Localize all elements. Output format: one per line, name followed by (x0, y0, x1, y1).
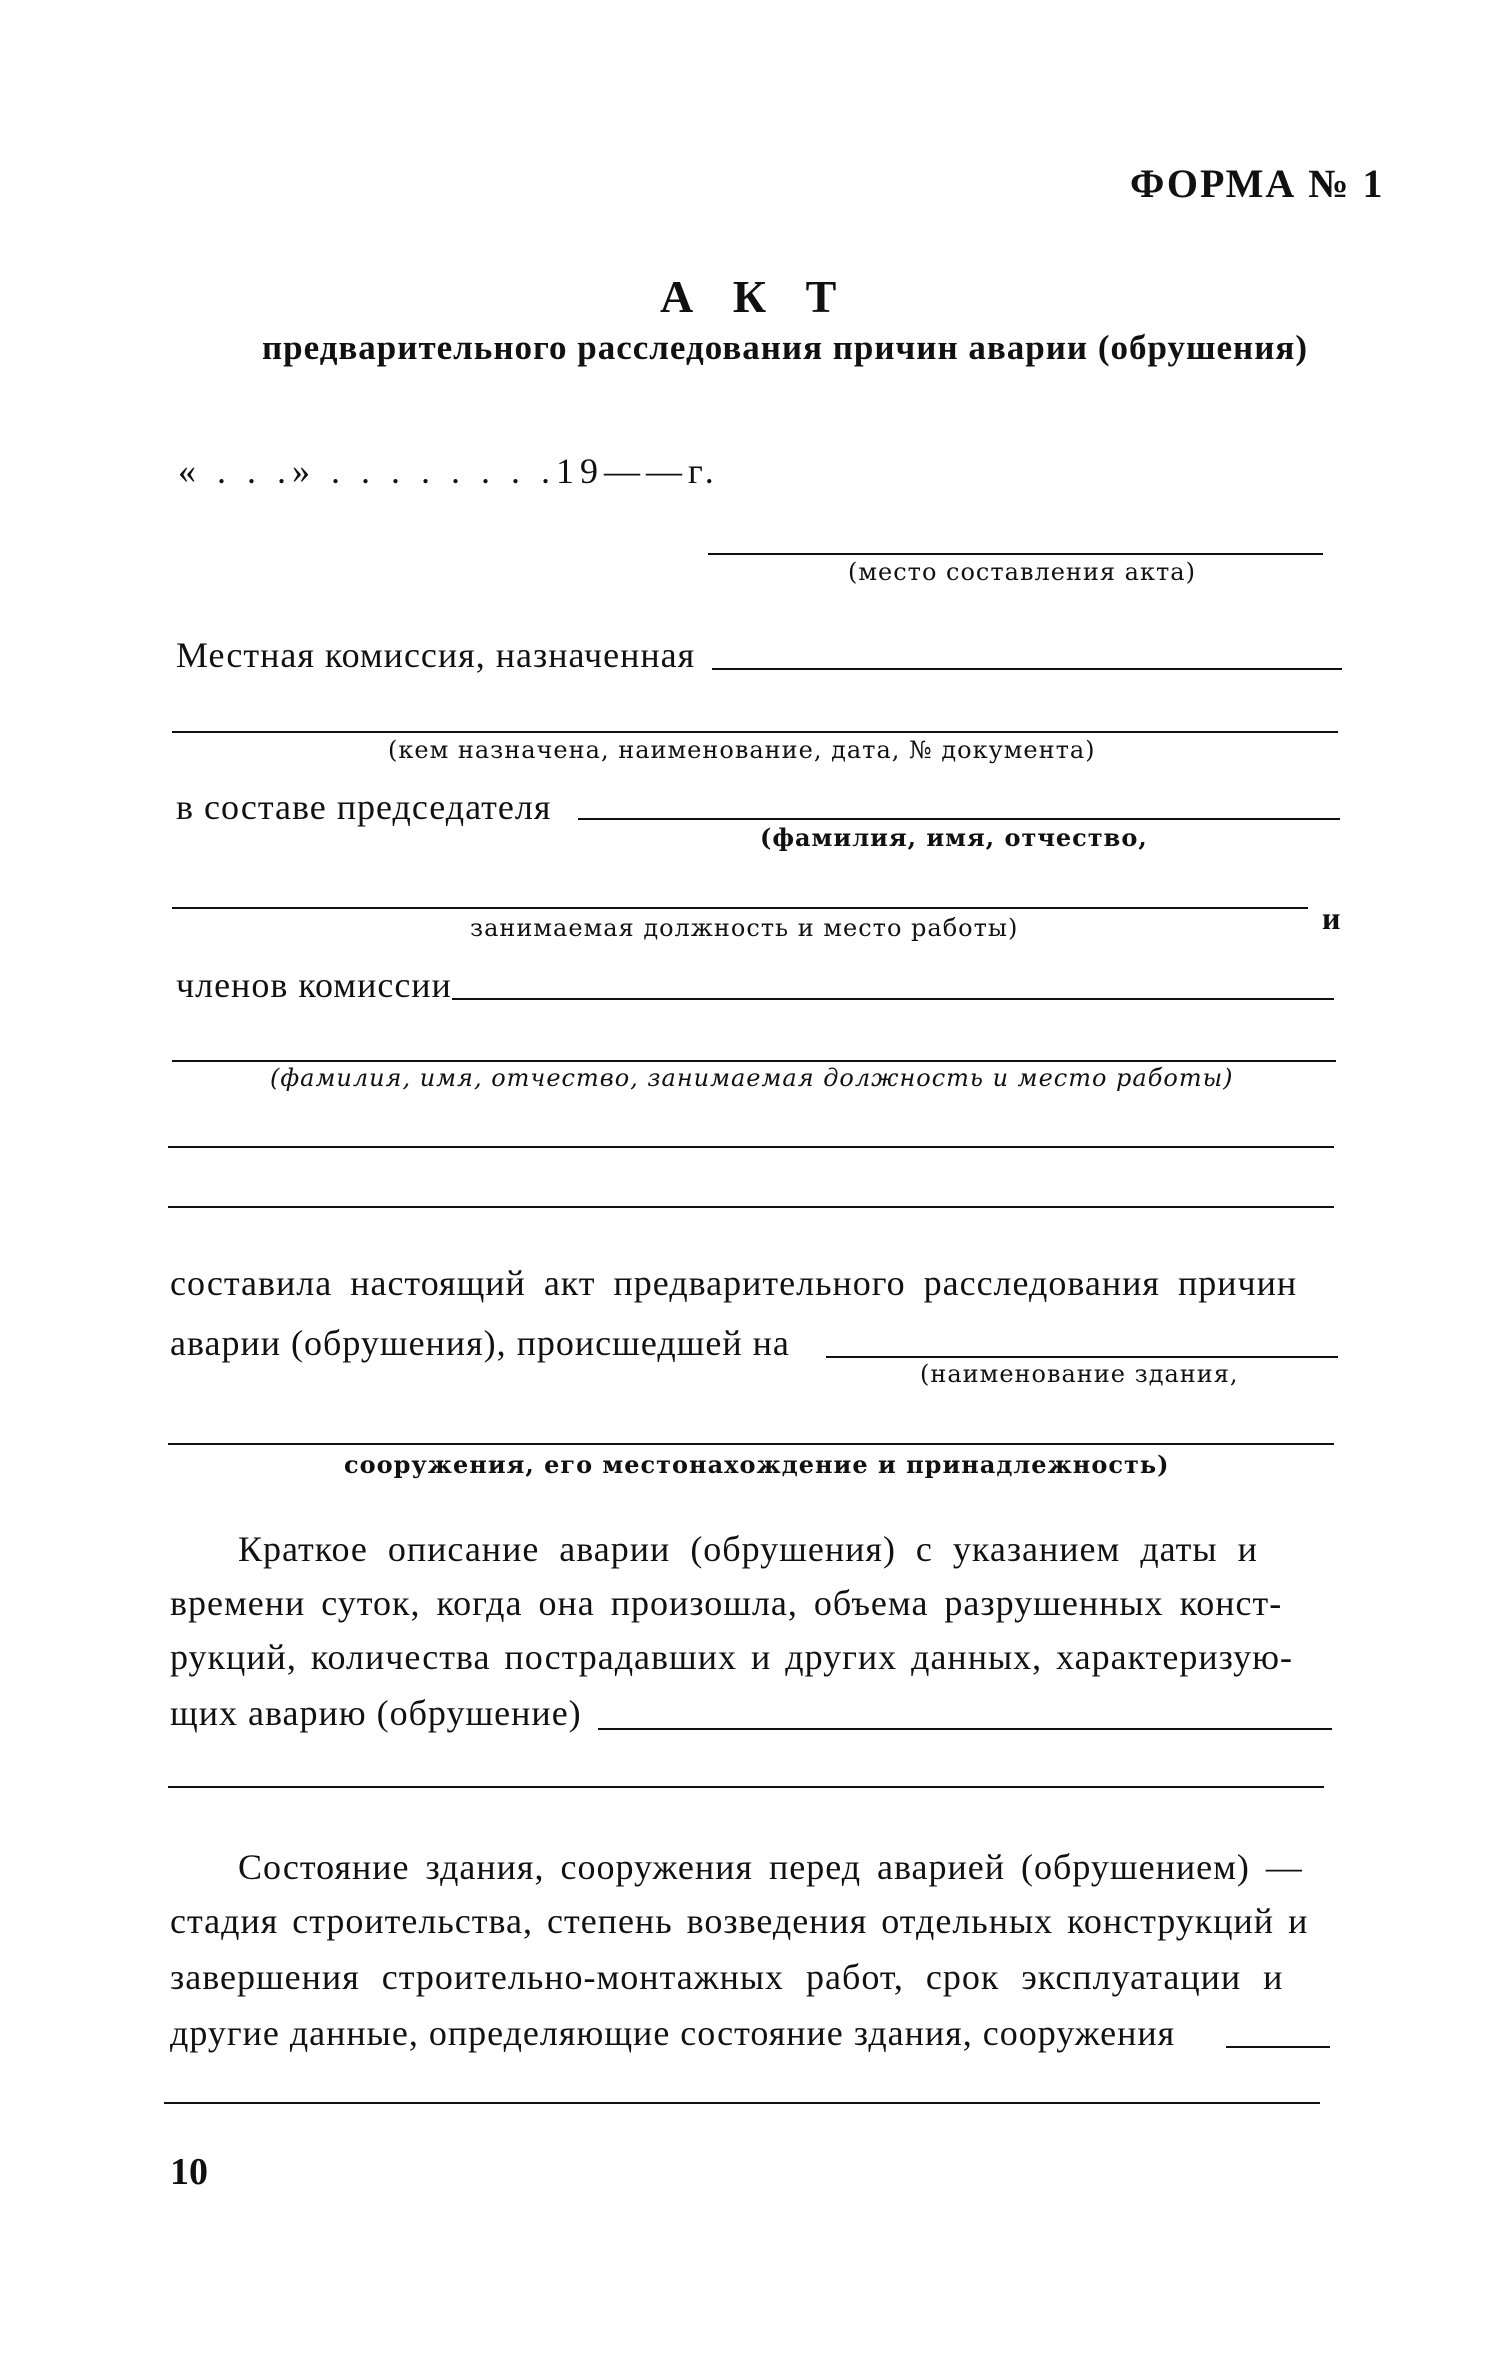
label-chairman: в составе председателя (176, 787, 552, 827)
description-field-line-2[interactable] (168, 1786, 1324, 1788)
commission-field-line-2[interactable] (172, 731, 1338, 733)
and-word: и (1322, 900, 1342, 936)
members-field-line-2[interactable] (172, 1060, 1336, 1062)
commission-field-line[interactable] (712, 668, 1342, 670)
text-desc-line4: щих аварию (обрушение) (170, 1693, 582, 1733)
caption-structure: сооружения, его местонахождение и принадлежность) (344, 1450, 1170, 1479)
building-field-line[interactable] (826, 1356, 1338, 1358)
text-state-line3: завершения строительно-монтажных работ, срок эксплуатации и (170, 1957, 1284, 1997)
chairman-field-line[interactable] (578, 818, 1340, 820)
caption-place: (место составления акта) (848, 558, 1196, 586)
chairman-position-line[interactable] (172, 907, 1308, 909)
caption-fio: (фамилия, имя, отчество, (760, 823, 1148, 852)
text-compiled-line2: аварии (обрушения), происшедшей на (170, 1323, 790, 1363)
caption-members: (фамилия, имя, отчество, занимаемая должность и место работы) (270, 1064, 1234, 1092)
label-local-commission: Местная комиссия, назначенная (176, 635, 696, 675)
members-field-line-3[interactable] (168, 1146, 1334, 1148)
label-members: членов комиссии (176, 965, 452, 1005)
state-field-line[interactable] (1226, 2046, 1330, 2048)
text-state-line2: стадия строительства, степень возведения отдельных конструкций и (170, 1901, 1309, 1941)
form-number: ФОРМА № 1 (1130, 161, 1385, 206)
members-field-line-4[interactable] (168, 1206, 1334, 1208)
building-field-line-2[interactable] (168, 1443, 1334, 1445)
caption-appointed: (кем назначена, наименование, дата, № документа) (388, 736, 1096, 764)
document-title: А К Т (660, 271, 851, 322)
text-state-line4: другие данные, определяющие состояние здания, сооружения (170, 2013, 1176, 2053)
date-field[interactable]: « . . .» . . . . . . . .19——г. (178, 451, 720, 491)
caption-building: (наименование здания, (920, 1360, 1239, 1388)
text-state-line1: Состояние здания, сооружения перед аварией (обрушением) — (238, 1847, 1303, 1887)
text-desc-line3: рукций, количества пострадавших и других данных, характеризую- (170, 1637, 1293, 1677)
text-compiled-line1: составила настоящий акт предварительного расследования причин (170, 1263, 1298, 1303)
place-field-line[interactable] (708, 553, 1323, 555)
description-field-line[interactable] (598, 1728, 1332, 1730)
members-field-line[interactable] (452, 998, 1334, 1000)
text-desc-line2: времени суток, когда она произошла, объема разрушенных конст- (170, 1583, 1283, 1623)
caption-position: занимаемая должность и место работы) (470, 914, 1019, 942)
text-desc-line1: Краткое описание аварии (обрушения) с указанием даты и (238, 1529, 1258, 1569)
page-number: 10 (170, 2151, 208, 2193)
state-field-line-2[interactable] (164, 2102, 1320, 2104)
document-subtitle: предварительного расследования причин аварии (обрушения) (262, 328, 1308, 367)
